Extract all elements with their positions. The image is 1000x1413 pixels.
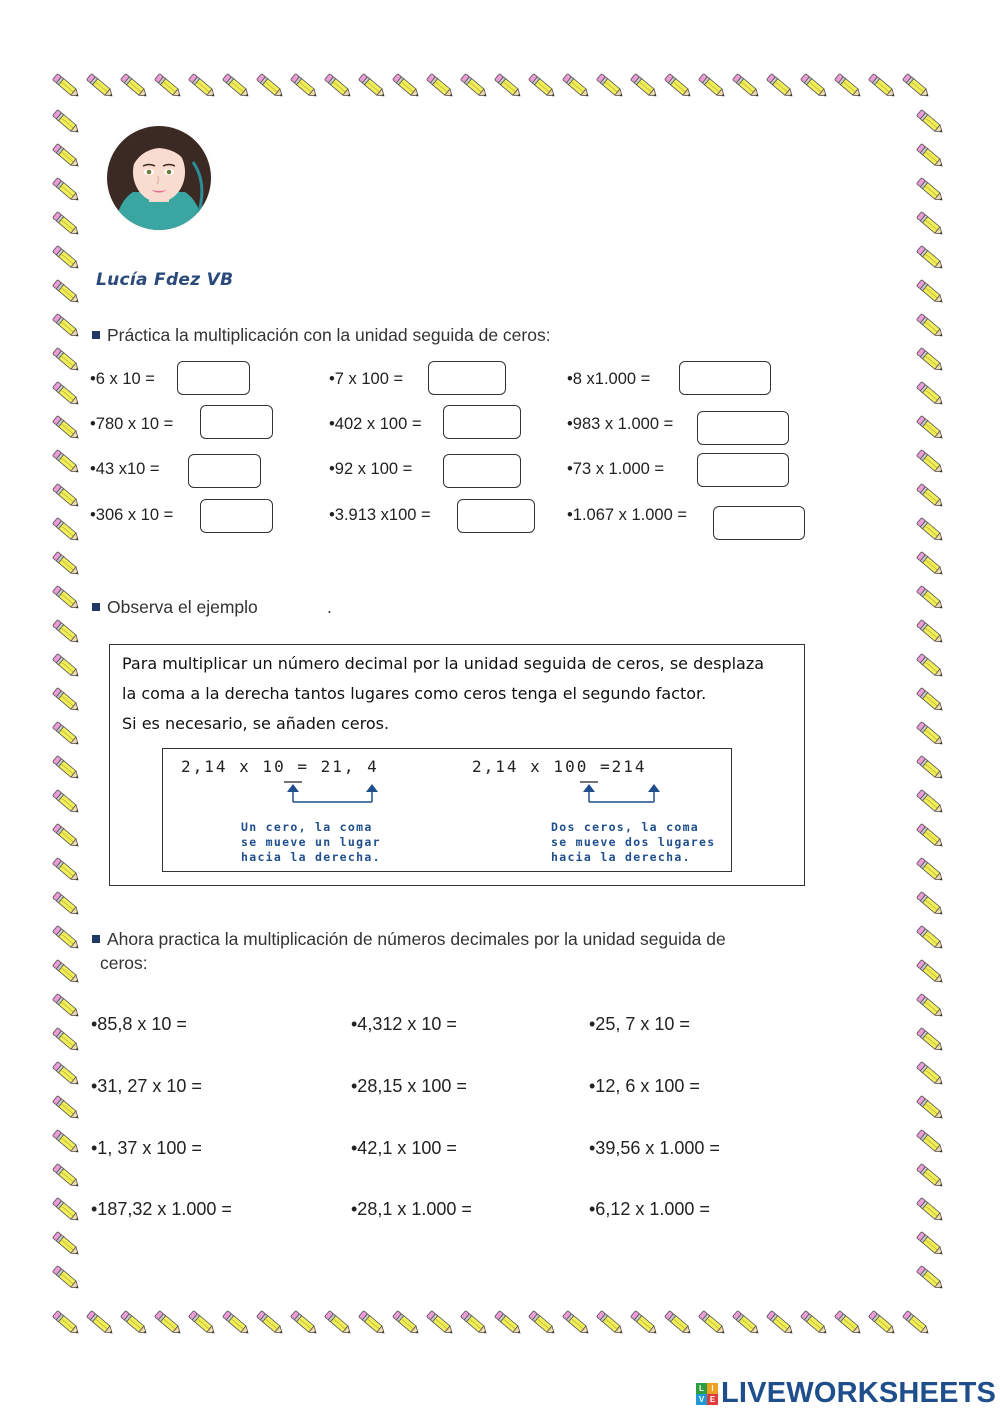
exercise-label: •6,12 x 1.000 = <box>589 1199 710 1219</box>
pencil-icon <box>912 410 946 444</box>
answer-box[interactable] <box>177 361 250 395</box>
pencil-icon <box>912 954 946 988</box>
pencil-icon <box>48 716 82 750</box>
pencil-icon <box>48 784 82 818</box>
pencil-icon <box>48 750 82 784</box>
pencil-icon <box>48 1260 82 1294</box>
pencil-icon <box>898 68 932 102</box>
liveworksheets-wordmark: LIVEWORKSHEETS <box>721 1377 997 1409</box>
comma-shift-arrow-2 <box>570 778 670 808</box>
rule-text: la coma a la derecha tantos lugares como ceros tenga el segundo factor. <box>122 684 707 703</box>
exercise-label: •780 x 10 = <box>90 415 174 433</box>
exercise-label: •28,15 x 100 = <box>351 1076 467 1096</box>
section2-title: Observa el ejemplo <box>92 595 258 619</box>
pencil-icon <box>48 308 82 342</box>
pencil-icon <box>912 376 946 410</box>
answer-box[interactable] <box>697 411 789 445</box>
pencil-icon <box>48 172 82 206</box>
pencil-icon <box>48 546 82 580</box>
pencil-icon <box>48 1305 82 1339</box>
exercise-label: •28,1 x 1.000 = <box>351 1199 472 1219</box>
pencil-icon <box>116 1305 150 1339</box>
pencil-icon <box>912 988 946 1022</box>
exercise-label: •8 x1.000 = <box>567 370 651 388</box>
exercise-label: •1.067 x 1.000 = <box>567 506 687 524</box>
pencil-icon <box>864 68 898 102</box>
pencil-icon <box>912 1090 946 1124</box>
pencil-icon <box>82 1305 116 1339</box>
pencil-icon <box>912 342 946 376</box>
pencil-icon <box>912 580 946 614</box>
pencil-icon <box>694 1305 728 1339</box>
pencil-icon <box>48 954 82 988</box>
pencil-icon <box>48 138 82 172</box>
pencil-icon <box>626 1305 660 1339</box>
pencil-icon <box>796 1305 830 1339</box>
section2-title-dot: . <box>327 597 332 617</box>
pencil-icon <box>490 1305 524 1339</box>
pencil-icon <box>762 68 796 102</box>
pencil-icon <box>912 1022 946 1056</box>
answer-box[interactable] <box>188 454 261 488</box>
answer-box[interactable] <box>443 405 521 439</box>
pencil-icon <box>150 68 184 102</box>
section3-title-line2: ceros: <box>100 953 148 973</box>
exercise-label: •85,8 x 10 = <box>91 1014 187 1034</box>
exercise-label: •3.913 x100 = <box>329 506 431 524</box>
pencil-border-right <box>912 104 946 1294</box>
pencil-icon <box>286 1305 320 1339</box>
pencil-icon <box>626 68 660 102</box>
pencil-icon <box>912 648 946 682</box>
pencil-icon <box>48 206 82 240</box>
pencil-icon <box>252 68 286 102</box>
answer-box[interactable] <box>200 405 273 439</box>
pencil-icon <box>48 1056 82 1090</box>
pencil-icon <box>912 716 946 750</box>
pencil-icon <box>48 648 82 682</box>
exercise-label: •402 x 100 = <box>329 415 422 433</box>
avatar <box>103 122 215 234</box>
pencil-icon <box>48 274 82 308</box>
pencil-icon <box>796 68 830 102</box>
pencil-icon <box>912 172 946 206</box>
exercise-label: •31, 27 x 10 = <box>91 1076 202 1096</box>
pencil-icon <box>456 68 490 102</box>
pencil-icon <box>48 920 82 954</box>
pencil-icon <box>912 1260 946 1294</box>
exercise-label: •1, 37 x 100 = <box>91 1138 202 1158</box>
exercise-label: •4,312 x 10 = <box>351 1014 457 1034</box>
exercise-label: •983 x 1.000 = <box>567 415 674 433</box>
pencil-icon <box>354 1305 388 1339</box>
pencil-icon <box>558 1305 592 1339</box>
section3-title: Ahora practica la multiplicación de números decimales por la unidad seguida de <box>92 927 726 951</box>
pencil-icon <box>524 68 558 102</box>
exercise-label: •92 x 100 = <box>329 460 413 478</box>
pencil-icon <box>48 240 82 274</box>
pencil-icon <box>912 920 946 954</box>
pencil-icon <box>912 444 946 478</box>
pencil-icon <box>48 1090 82 1124</box>
pencil-icon <box>912 1158 946 1192</box>
pencil-icon <box>728 1305 762 1339</box>
answer-box[interactable] <box>428 361 506 395</box>
pencil-icon <box>48 1226 82 1260</box>
pencil-icon <box>422 68 456 102</box>
pencil-icon <box>912 1124 946 1158</box>
pencil-icon <box>48 444 82 478</box>
comma-shift-arrow-1 <box>270 778 390 808</box>
pencil-icon <box>48 410 82 444</box>
pencil-icon <box>286 68 320 102</box>
pencil-icon <box>912 886 946 920</box>
pencil-icon <box>524 1305 558 1339</box>
pencil-icon <box>864 1305 898 1339</box>
pencil-icon <box>912 512 946 546</box>
pencil-icon <box>48 614 82 648</box>
liveworksheets-logo-icon: L I V E <box>696 1383 718 1405</box>
pencil-icon <box>218 68 252 102</box>
pencil-icon <box>898 1305 932 1339</box>
pencil-icon <box>912 682 946 716</box>
pencil-icon <box>150 1305 184 1339</box>
answer-box[interactable] <box>713 506 805 540</box>
pencil-icon <box>912 274 946 308</box>
square-bullet-icon <box>92 935 100 943</box>
pencil-icon <box>48 1124 82 1158</box>
pencil-icon <box>558 68 592 102</box>
pencil-icon <box>912 138 946 172</box>
exercise-label: •7 x 100 = <box>329 370 404 388</box>
exercise-label: •306 x 10 = <box>90 506 174 524</box>
rule-text: Si es necesario, se añaden ceros. <box>122 714 390 733</box>
answer-box[interactable] <box>679 361 771 395</box>
exercise-label: •42,1 x 100 = <box>351 1138 457 1158</box>
pencil-icon <box>184 1305 218 1339</box>
pencil-icon <box>728 68 762 102</box>
exercise-label: •73 x 1.000 = <box>567 460 665 478</box>
pencil-icon <box>48 886 82 920</box>
exercise-label: •25, 7 x 10 = <box>589 1014 690 1034</box>
pencil-icon <box>912 750 946 784</box>
pencil-icon <box>48 478 82 512</box>
pencil-icon <box>830 68 864 102</box>
example-calc-1: 2,14 x 10 = 21, 4 <box>181 757 379 776</box>
exercise-label: •43 x10 = <box>90 460 160 478</box>
pencil-icon <box>660 1305 694 1339</box>
pencil-icon <box>252 1305 286 1339</box>
example-calc-2: 2,14 x 100 =214 <box>472 757 647 776</box>
exercise-label: •187,32 x 1.000 = <box>91 1199 232 1219</box>
liveworksheets-logo[interactable] <box>696 1377 996 1410</box>
square-bullet-icon <box>92 331 100 339</box>
answer-box[interactable] <box>697 453 789 487</box>
pencil-icon <box>912 1226 946 1260</box>
answer-box[interactable] <box>443 454 521 488</box>
pencil-icon <box>218 1305 252 1339</box>
pencil-icon <box>912 240 946 274</box>
pencil-icon <box>912 1192 946 1226</box>
pencil-icon <box>912 104 946 138</box>
pencil-icon <box>830 1305 864 1339</box>
pencil-icon <box>320 68 354 102</box>
rule-text: Para multiplicar un número decimal por la unidad seguida de ceros, se desplaza <box>122 654 765 673</box>
answer-box[interactable] <box>200 499 273 533</box>
pencil-icon <box>694 68 728 102</box>
pencil-icon <box>48 580 82 614</box>
pencil-icon <box>912 614 946 648</box>
example-note-2: Dos ceros, la coma se mueve dos lugares hacia la derecha. <box>551 820 716 864</box>
exercise-label: •6 x 10 = <box>90 370 155 388</box>
pencil-icon <box>388 68 422 102</box>
exercise-label: •39,56 x 1.000 = <box>589 1138 720 1158</box>
pencil-icon <box>82 68 116 102</box>
pencil-icon <box>388 1305 422 1339</box>
pencil-icon <box>48 1192 82 1226</box>
pencil-icon <box>912 852 946 886</box>
author-name: Lucía Fdez VB <box>96 270 234 290</box>
pencil-icon <box>912 206 946 240</box>
pencil-icon <box>762 1305 796 1339</box>
section1-title: Práctica la multiplicación con la unidad seguida de ceros: <box>92 323 551 347</box>
pencil-border-top <box>48 68 932 102</box>
pencil-icon <box>48 68 82 102</box>
pencil-icon <box>184 68 218 102</box>
pencil-icon <box>912 1056 946 1090</box>
pencil-icon <box>912 308 946 342</box>
pencil-icon <box>116 68 150 102</box>
pencil-icon <box>48 376 82 410</box>
exercise-label: •12, 6 x 100 = <box>589 1076 700 1096</box>
pencil-border-bottom <box>48 1305 932 1339</box>
pencil-icon <box>456 1305 490 1339</box>
pencil-icon <box>490 68 524 102</box>
pencil-icon <box>422 1305 456 1339</box>
pencil-icon <box>912 818 946 852</box>
pencil-icon <box>48 342 82 376</box>
pencil-icon <box>48 852 82 886</box>
pencil-icon <box>354 68 388 102</box>
answer-box[interactable] <box>457 499 535 533</box>
pencil-icon <box>48 1158 82 1192</box>
pencil-icon <box>320 1305 354 1339</box>
pencil-icon <box>912 546 946 580</box>
pencil-icon <box>592 1305 626 1339</box>
pencil-icon <box>48 682 82 716</box>
pencil-icon <box>912 478 946 512</box>
pencil-icon <box>48 988 82 1022</box>
pencil-icon <box>48 818 82 852</box>
pencil-icon <box>592 68 626 102</box>
pencil-icon <box>48 104 82 138</box>
pencil-icon <box>48 1022 82 1056</box>
square-bullet-icon <box>92 603 100 611</box>
pencil-icon <box>660 68 694 102</box>
pencil-border-left <box>48 104 82 1294</box>
pencil-icon <box>48 512 82 546</box>
pencil-icon <box>912 784 946 818</box>
example-note-1: Un cero, la coma se mueve un lugar hacia la derecha. <box>241 820 381 864</box>
